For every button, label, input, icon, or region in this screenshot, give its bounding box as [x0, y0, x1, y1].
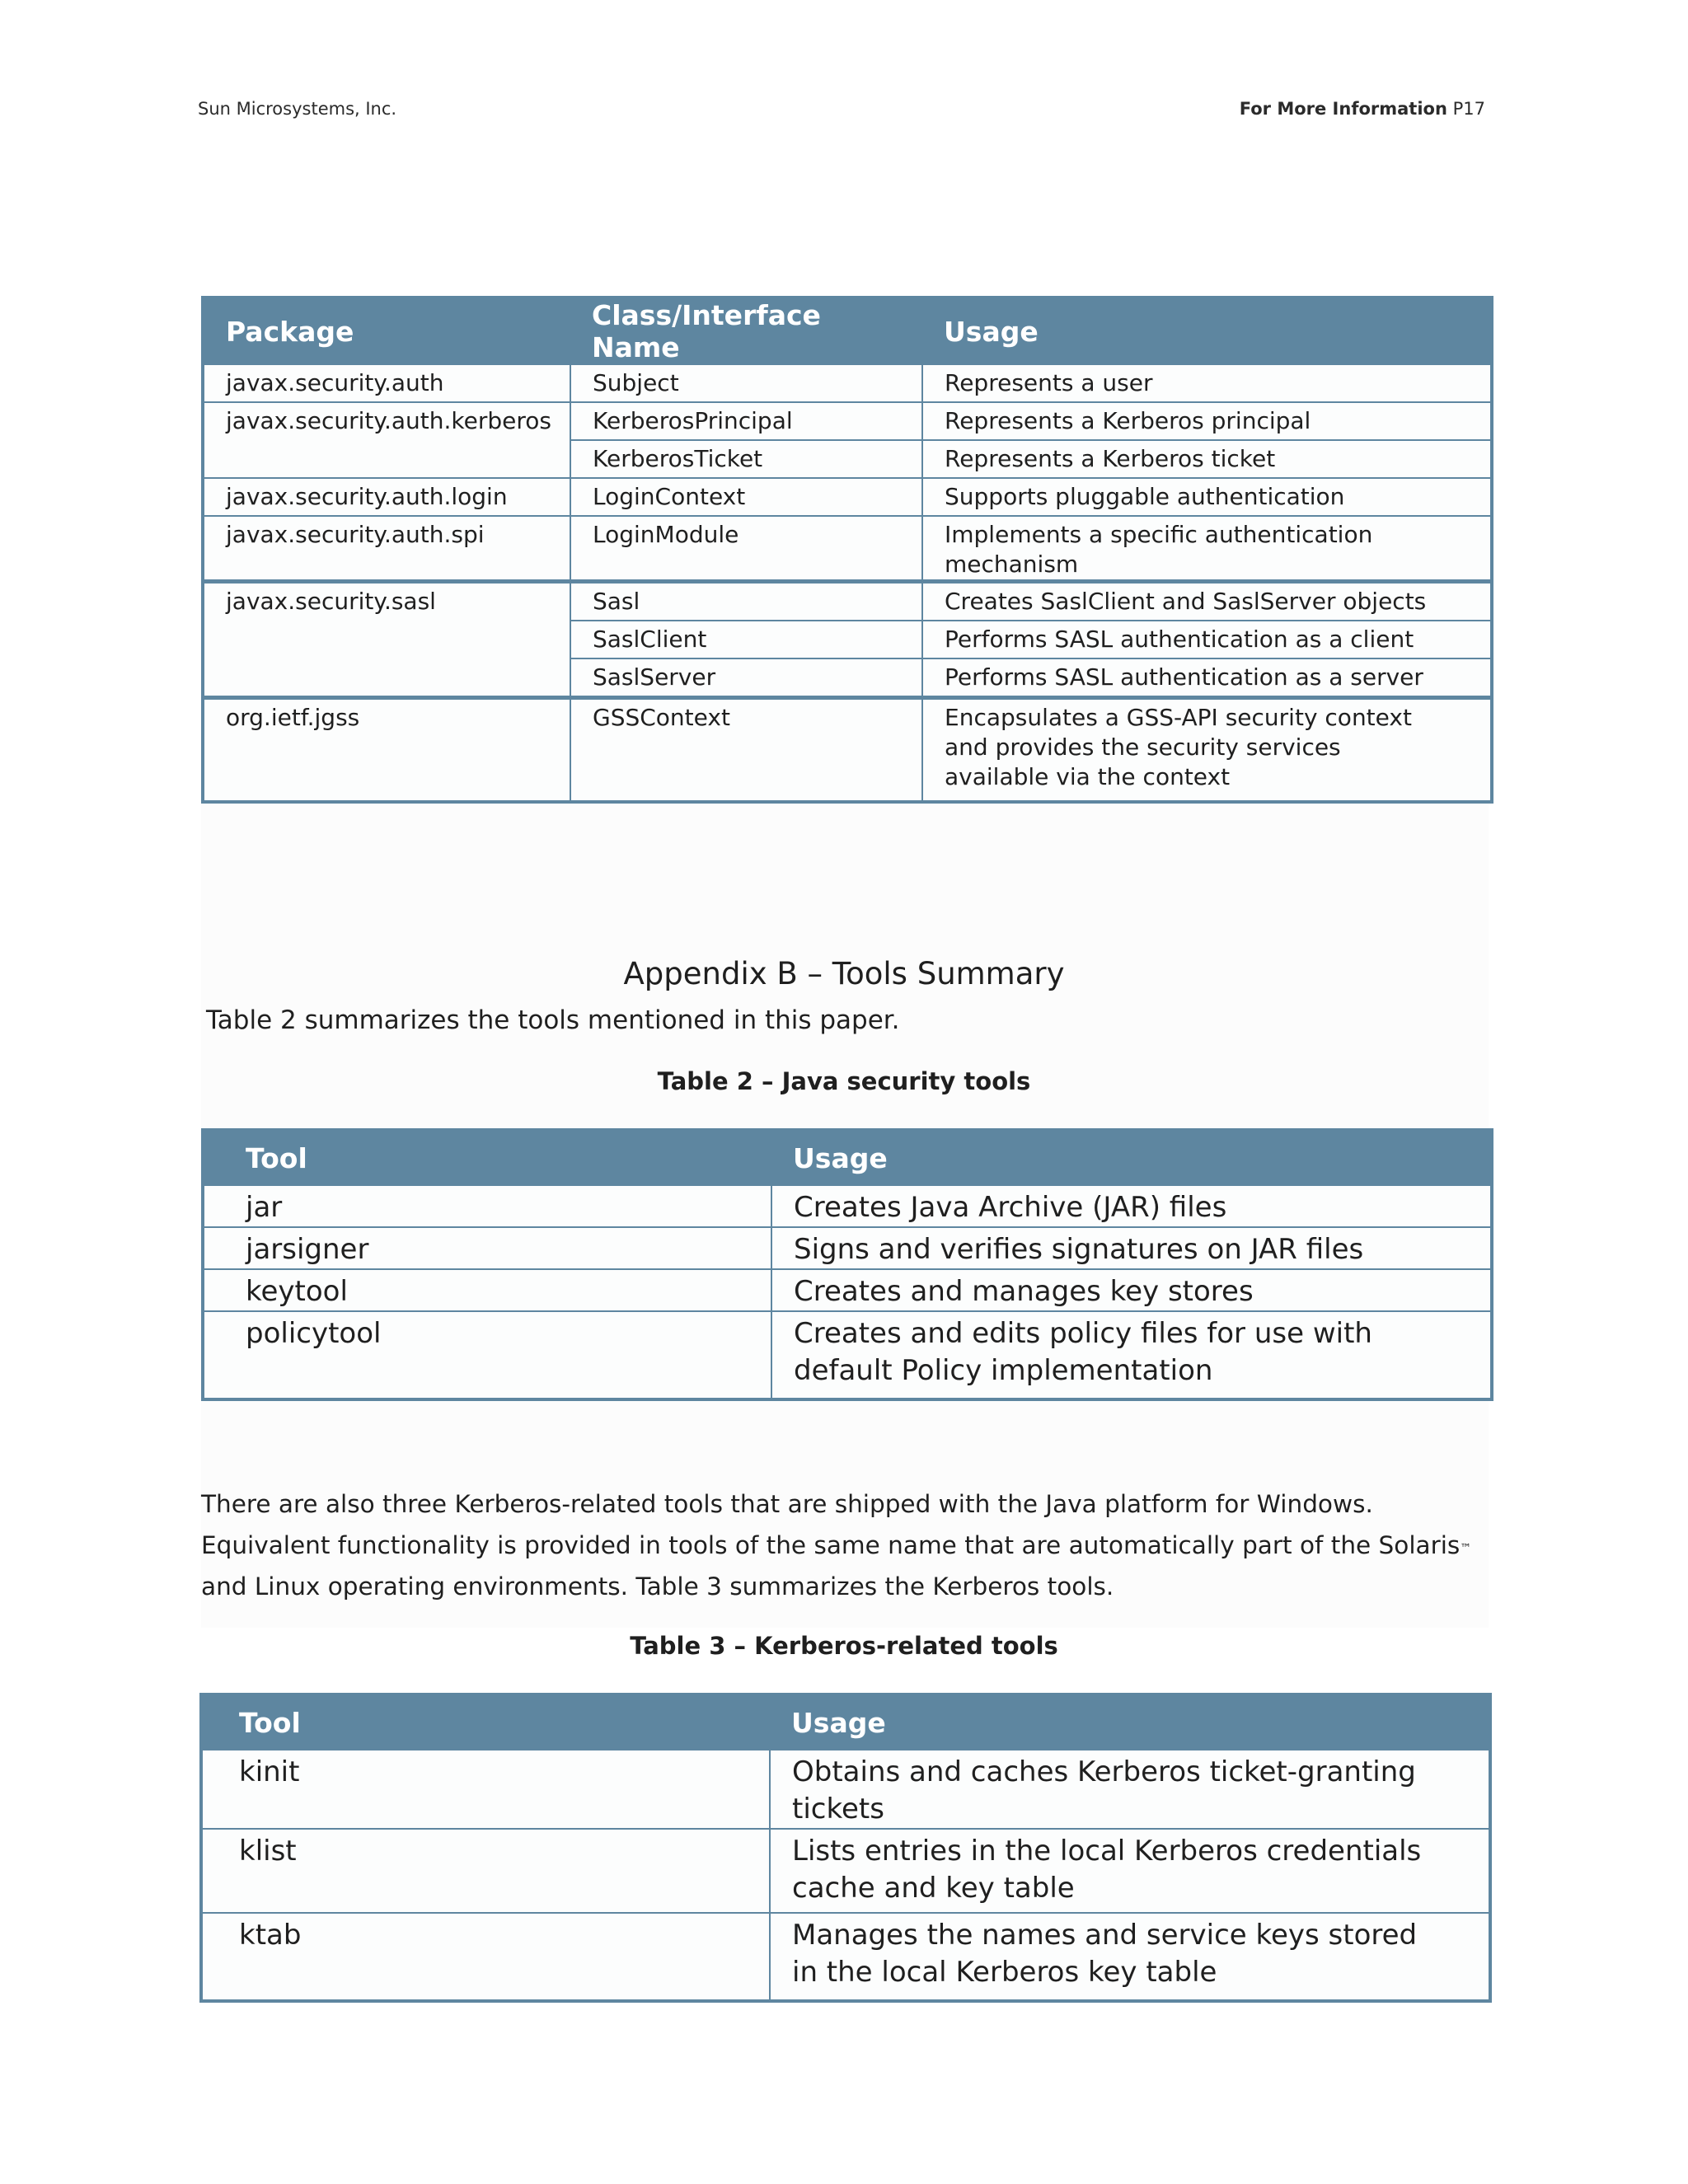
package-cell: javax.security.sasl — [203, 582, 570, 698]
column-header-usage: Usage — [922, 298, 1492, 364]
paragraph-text-part2: and Linux operating environments. Table 3 summarizes the Kerberos tools. — [201, 1572, 1114, 1601]
tool-cell: jarsigner — [203, 1227, 771, 1269]
usage-cell: Represents a user — [922, 364, 1492, 402]
table-header-row — [203, 1130, 1492, 1185]
appendix-title: Appendix B – Tools Summary — [623, 956, 1065, 991]
table-row — [201, 1913, 1490, 2001]
class-cell: Subject — [570, 364, 922, 402]
tool-cell: policytool — [203, 1311, 771, 1399]
tool-cell: jar — [203, 1185, 771, 1227]
usage-cell: Performs SASL authentication as a client — [922, 621, 1492, 658]
kerberos-tools-table — [199, 1693, 1492, 2003]
class-cell: KerberosTicket — [570, 440, 922, 478]
class-cell: SaslServer — [570, 658, 922, 698]
table-row — [203, 1311, 1492, 1399]
class-cell: LoginContext — [570, 478, 922, 516]
tool-cell: klist — [201, 1829, 770, 1913]
header-page-info — [1240, 99, 1485, 119]
class-cell: KerberosPrincipal — [570, 402, 922, 440]
usage-cell: Creates Java Archive (JAR) files — [771, 1185, 1492, 1227]
usage-cell: Creates and manages key stores — [771, 1269, 1492, 1311]
header-section: For More Information — [1239, 99, 1447, 119]
table2-caption: Table 2 – Java security tools — [657, 1067, 1031, 1095]
table-row — [203, 1185, 1492, 1227]
usage-cell: Manages the names and service keys stored in the local Kerberos key table — [770, 1913, 1490, 2001]
table-row — [203, 1227, 1492, 1269]
package-cell: javax.security.auth.spi — [203, 516, 570, 582]
usage-cell: Creates and edits policy files for use with default Policy implementation — [771, 1311, 1492, 1399]
usage-cell: Creates SaslClient and SaslServer objects — [922, 582, 1492, 621]
column-header-package: Package — [203, 298, 570, 364]
table-header-row — [203, 298, 1492, 364]
usage-cell: Represents a Kerberos principal — [922, 402, 1492, 440]
usage-cell: Obtains and caches Kerberos ticket-granting tickets — [770, 1750, 1490, 1829]
package-cell: javax.security.auth.login — [203, 478, 570, 516]
table-row — [201, 1829, 1490, 1913]
column-header-usage: Usage — [770, 1694, 1490, 1750]
table-row — [201, 1750, 1490, 1829]
class-cell: Sasl — [570, 582, 922, 621]
usage-cell: Supports pluggable authentication — [922, 478, 1492, 516]
header-page-number: P17 — [1452, 99, 1485, 119]
class-cell: GSSContext — [570, 698, 922, 803]
tool-cell: kinit — [201, 1750, 770, 1829]
table-row — [203, 1269, 1492, 1311]
appendix-intro: Table 2 summarizes the tools mentioned in this paper. — [206, 1005, 900, 1035]
table-row — [203, 478, 1492, 516]
table-row — [203, 364, 1492, 402]
tool-cell: ktab — [201, 1913, 770, 2001]
package-cell: org.ietf.jgss — [203, 698, 570, 803]
paragraph-text-part1: There are also three Kerberos-related tools that are shipped with the Java platform for Windows. Equivalent functionality is provided in tools of the same name that are automatically part of the Solaris — [201, 1490, 1461, 1559]
table-row — [203, 582, 1492, 621]
trademark-symbol: ™ — [1460, 1542, 1472, 1555]
usage-cell: Encapsulates a GSS-API security context and provides the security services available via the context — [922, 698, 1492, 803]
header-company: Sun Microsystems, Inc. — [198, 99, 397, 119]
java-security-tools-table — [201, 1128, 1493, 1401]
table-row — [203, 698, 1492, 803]
table-header-row — [201, 1694, 1490, 1750]
usage-cell: Represents a Kerberos ticket — [922, 440, 1492, 478]
package-class-table — [201, 296, 1493, 804]
class-cell: SaslClient — [570, 621, 922, 658]
column-header-usage: Usage — [771, 1130, 1492, 1185]
class-cell: LoginModule — [570, 516, 922, 582]
kerberos-paragraph — [201, 1483, 1503, 1607]
table-row — [203, 516, 1492, 582]
usage-cell: Performs SASL authentication as a server — [922, 658, 1492, 698]
usage-cell: Lists entries in the local Kerberos credentials cache and key table — [770, 1829, 1490, 1913]
usage-cell: Signs and verifies signatures on JAR files — [771, 1227, 1492, 1269]
package-cell: javax.security.auth.kerberos — [203, 402, 570, 478]
column-header-tool: Tool — [201, 1694, 770, 1750]
table3-caption: Table 3 – Kerberos-related tools — [630, 1632, 1058, 1660]
usage-cell: Implements a specific authentication mechanism — [922, 516, 1492, 582]
column-header-tool: Tool — [203, 1130, 771, 1185]
tool-cell: keytool — [203, 1269, 771, 1311]
package-cell: javax.security.auth — [203, 364, 570, 402]
column-header-class: Class/Interface Name — [570, 298, 922, 364]
table-row — [203, 402, 1492, 440]
